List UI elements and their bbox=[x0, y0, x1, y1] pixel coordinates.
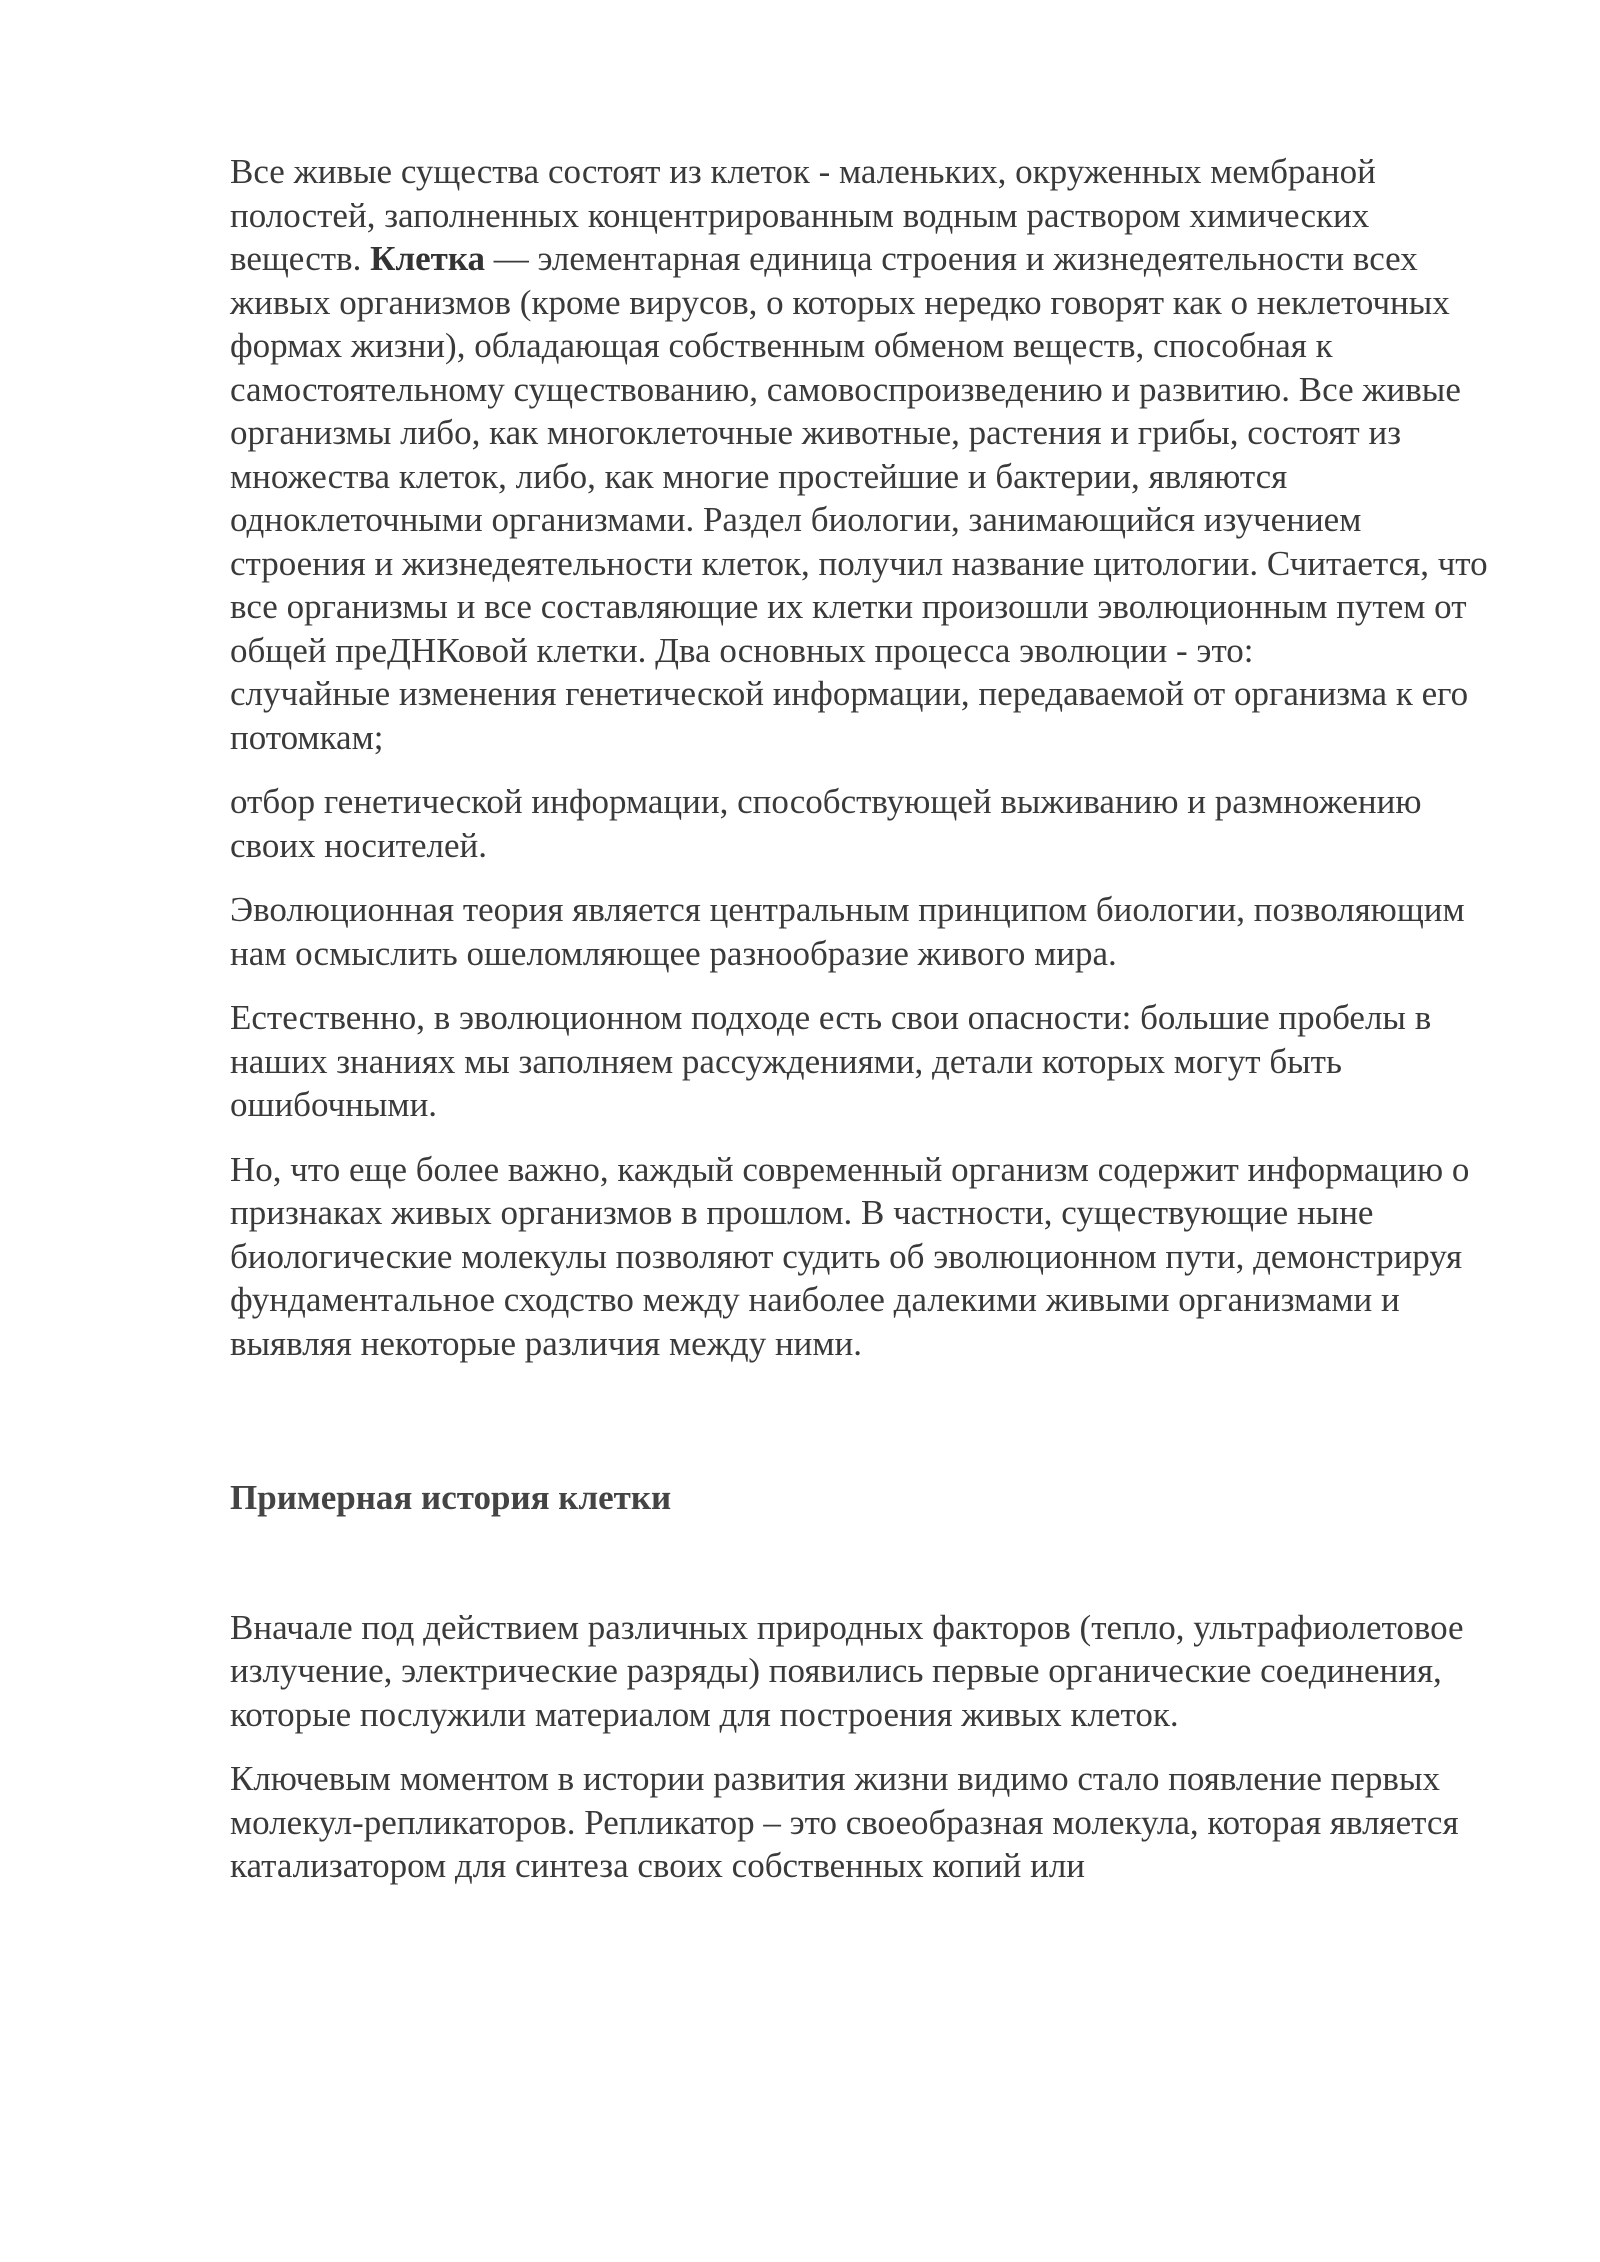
paragraph-first-compounds: Вначале под действием различных природных факторов (тепло, ультрафиолетовое излучение, электрические разряды) появились первые органические соединения, которые послужили материалом для построения живых клеток. bbox=[230, 1607, 1464, 1734]
paragraph-dangers: Естественно, в эволюционном подходе есть свои опасности: большие пробелы в наших знаниях мы заполняем рассуждениями, детали которых могут быть ошибочными. bbox=[230, 998, 1432, 1124]
document-page bbox=[230, 150, 1490, 1888]
intro-paragraph bbox=[230, 150, 1490, 759]
intro-continuation-text: случайные изменения генетической информации, передаваемой от организма к его потомкам; bbox=[230, 674, 1469, 757]
bold-term-cell: Клетка bbox=[370, 239, 485, 278]
intro-text: Все живые существа состоят из клеток - маленьких, окруженных мембраной полостей, заполненных концентрированным водным раствором химических веществ. bbox=[230, 152, 1376, 278]
paragraph-modern-organisms: Но, что еще более важно, каждый современный организм содержит информацию о признаках живых организмов в прошлом. В частности, существующие ныне биологические молекулы позволяют судить об эволюционном пути, демонстрируя фундаментальное сходство между наиболее далекими живыми организмами и выявляя некоторые различия между ними. bbox=[230, 1149, 1470, 1363]
section-heading: Примерная история клетки bbox=[230, 1478, 672, 1517]
paragraph-replicators: Ключевым моментом в истории развития жизни видимо стало появление первых молекул-репликаторов. Репликатор – это своеобразная молекула, которая является катализатором для синтеза своих собственных копий или bbox=[230, 1759, 1459, 1885]
paragraph-selection: отбор генетической информации, способствующей выживанию и размножению своих носителей. bbox=[230, 782, 1422, 865]
intro-definition-text: — элементарная единица строения и жизнедеятельности всех живых организмов (кроме вирусов, о которых нередко говорят как о неклеточных формах жизни), обладающая собственным обменом веществ, способная к самостоятельному существованию, самовоспроизведению и развитию. Все живые организмы либо, как многоклеточные животные, растения и грибы, состоят из множества клеток, либо, как многие простейшие и бактерии, являются одноклеточными организмами. Раздел биологии, занимающийся изучением строения и жизнедеятельности клеток, получил название цитологии. Считается, что все организмы и все составляющие их клетки произошли эволюционным путем от общей преДНКовой клетки. Два основных процесса эволюции - это: bbox=[230, 239, 1488, 670]
paragraph-evolution-theory: Эволюционная теория является центральным принципом биологии, позволяющим нам осмыслить ошеломляющее разнообразие живого мира. bbox=[230, 890, 1465, 973]
